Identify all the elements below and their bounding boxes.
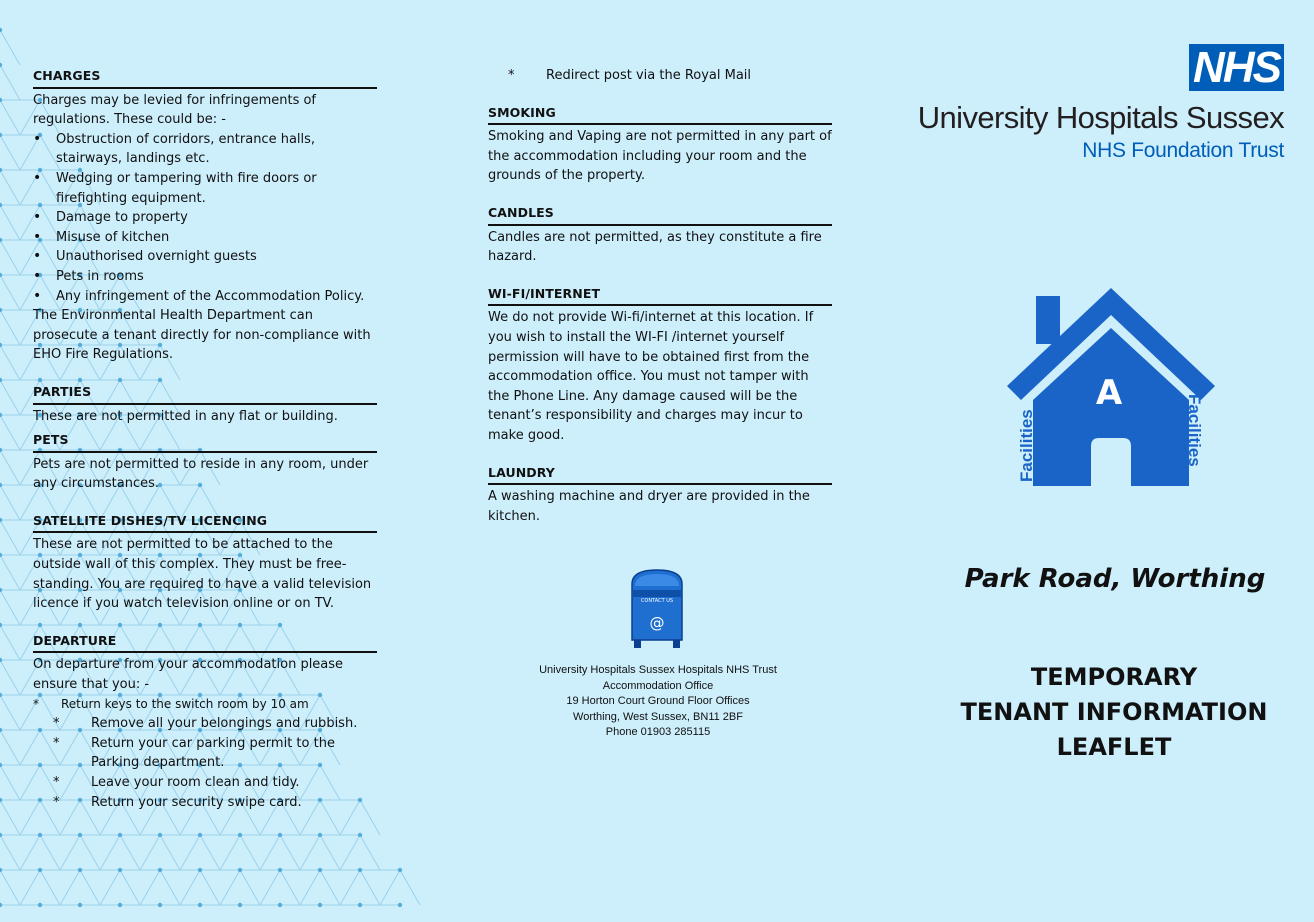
list-item: • Pets in rooms bbox=[33, 267, 377, 287]
title-line: LEAFLET bbox=[1056, 733, 1172, 761]
star-marker: * bbox=[53, 735, 60, 751]
list-item: * Return your car parking permit to the Parking department. bbox=[53, 735, 335, 771]
departure-heading: DEPARTURE bbox=[33, 631, 377, 654]
list-item: • Misuse of kitchen bbox=[33, 228, 377, 248]
smoking-section bbox=[488, 103, 832, 186]
contact-address bbox=[508, 663, 808, 741]
departure-section bbox=[33, 631, 377, 812]
left-panel bbox=[33, 66, 377, 829]
address-line: University Hospitals Sussex Hospitals NHS Trust bbox=[539, 664, 777, 676]
laundry-heading: LAUNDRY bbox=[488, 463, 832, 486]
list-item: • Any infringement of the Accommodation Policy. bbox=[33, 287, 377, 307]
smoking-text: Smoking and Vaping are not permitted in any part of the accommodation including your room and the grounds of the property. bbox=[488, 129, 832, 184]
charges-section bbox=[33, 66, 377, 365]
pets-text: Pets are not permitted to reside in any room, under any circumstances. bbox=[33, 456, 369, 492]
star-marker: * bbox=[53, 716, 60, 732]
organisation-subtitle: NHS Foundation Trust bbox=[1082, 139, 1284, 162]
list-item: • Unauthorised overnight guests bbox=[33, 247, 377, 267]
location-title: Park Road, Worthing bbox=[964, 564, 1266, 594]
star-marker: * bbox=[53, 794, 60, 810]
list-item: • Obstruction of corridors, entrance halls, stairways, landings etc. bbox=[33, 130, 377, 169]
pets-heading: PETS bbox=[33, 430, 377, 453]
facilities-house-logo bbox=[1003, 286, 1219, 490]
list-item: • Damage to property bbox=[33, 208, 377, 228]
wifi-heading: WI-FI/INTERNET bbox=[488, 284, 832, 307]
list-item: * Remove all your belongings and rubbish. bbox=[33, 714, 377, 734]
star-marker: * bbox=[508, 68, 515, 83]
organisation-name: University Hospitals Sussex bbox=[917, 100, 1284, 135]
middle-panel bbox=[488, 66, 832, 543]
departure-continued-item: * Redirect post via the Royal Mail bbox=[488, 66, 832, 86]
charges-heading: CHARGES bbox=[33, 66, 377, 89]
star-marker: * bbox=[53, 775, 60, 790]
bin-label: CONTACT US bbox=[640, 598, 674, 604]
pets-section bbox=[33, 430, 377, 494]
facilities-left-label: Facilities bbox=[1017, 409, 1036, 482]
address-line: Accommodation Office bbox=[602, 679, 714, 692]
facilities-right-label: Facilities bbox=[1185, 394, 1204, 467]
laundry-section bbox=[488, 463, 832, 527]
title-line: TENANT INFORMATION bbox=[960, 698, 1268, 726]
departure-intro: On departure from your accommodation please ensure that you: - bbox=[33, 657, 344, 693]
wifi-section bbox=[488, 284, 832, 446]
candles-section bbox=[488, 203, 832, 267]
smoking-heading: SMOKING bbox=[488, 103, 832, 126]
nhs-logo: NHS bbox=[1189, 44, 1284, 91]
phone-number: Phone 01903 285115 bbox=[605, 726, 711, 739]
departure-list bbox=[33, 695, 377, 813]
list-item: * Leave your room clean and tidy. bbox=[33, 773, 377, 793]
star-marker: * bbox=[33, 696, 39, 711]
candles-text: Candles are not permitted, as they constitute a fire hazard. bbox=[488, 229, 822, 265]
wifi-text: We do not provide Wi-fi/internet at this location. If you wish to install the WI-FI /internet yourself permission will have to be obtained first from the accommodation office. You must not tamper with the Phone Line. Any damage caused will be the tenant’s responsibility and charges may incur to make good. bbox=[488, 310, 814, 443]
list-item: * Return your security swipe card. bbox=[33, 793, 377, 813]
satellite-section bbox=[33, 511, 377, 614]
candles-heading: CANDLES bbox=[488, 203, 832, 226]
parties-heading: PARTIES bbox=[33, 382, 377, 405]
at-symbol: @ bbox=[649, 614, 665, 632]
address-line: Worthing, West Sussex, BN11 2BF bbox=[573, 710, 743, 723]
satellite-heading: SATELLITE DISHES/TV LICENCING bbox=[33, 511, 377, 534]
charges-outro: The Environmental Health Department can prosecute a tenant directly for non-compliance with EHO Fire Regulations. bbox=[33, 308, 371, 363]
parties-section bbox=[33, 382, 377, 426]
parties-text: These are not permitted in any flat or building. bbox=[33, 408, 338, 424]
mailbox-icon bbox=[626, 568, 688, 650]
charges-intro: Charges may be levied for infringements of regulations. These could be: - bbox=[33, 92, 317, 128]
charges-list bbox=[33, 130, 377, 306]
address-line: 19 Horton Court Ground Floor Offices bbox=[566, 695, 750, 708]
title-line: TEMPORARY bbox=[1030, 663, 1198, 691]
list-item: * Return keys to the switch room by 10 am bbox=[33, 695, 377, 715]
satellite-text: These are not permitted to be attached to the outside wall of this complex. They must be free-standing. You are required to have a valid television licence if you watch television online or on TV. bbox=[33, 537, 372, 612]
list-item: • Wedging or tampering with fire doors or firefighting equipment. bbox=[33, 169, 377, 208]
laundry-text: A washing machine and dryer are provided in the kitchen. bbox=[488, 489, 810, 524]
house-letter: A bbox=[1095, 373, 1123, 413]
leaflet-title bbox=[950, 660, 1278, 765]
